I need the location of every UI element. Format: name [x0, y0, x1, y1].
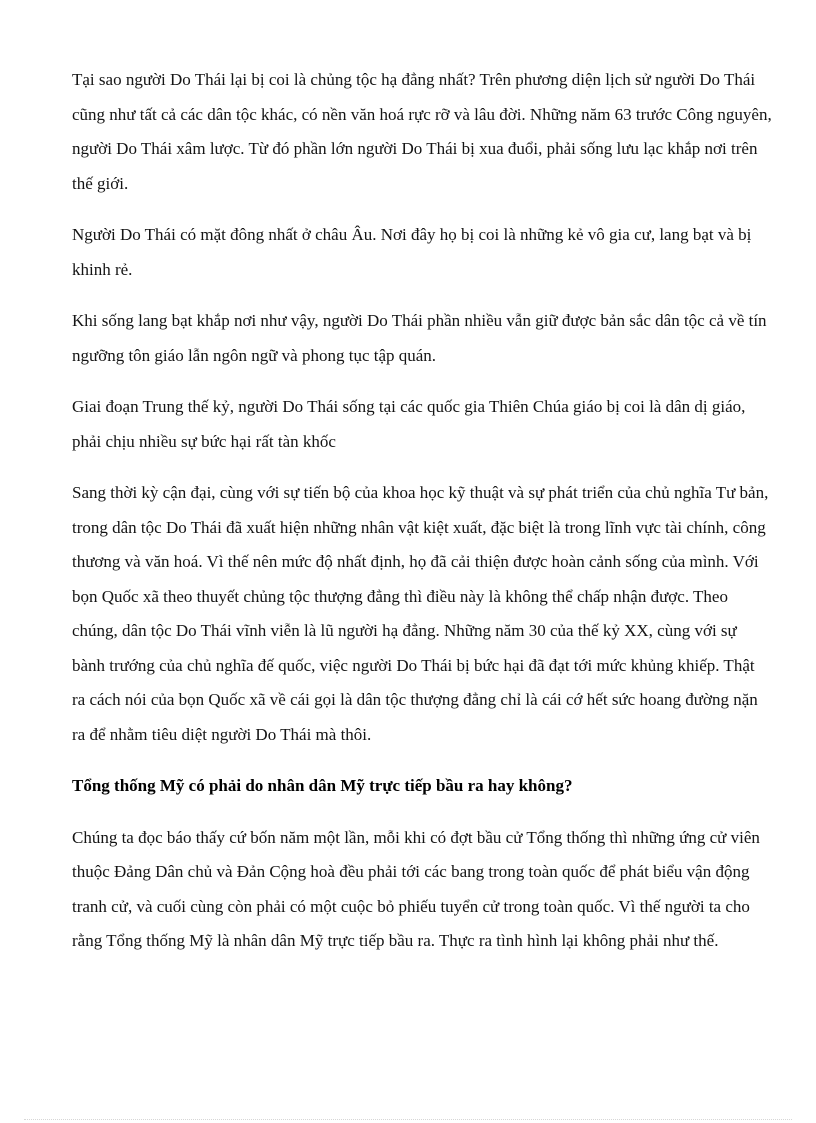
paragraph-modern-era: Sang thời kỳ cận đại, cùng với sự tiến bộ của khoa học kỹ thuật và sự phát triển của chủ nghĩa Tư bản, trong dân tộc Do Thái đã xuất hiện những nhân vật kiệt xuất, đặc biệt là trong lĩnh vực tài chính, công thương và văn hoá. Vì thế nên mức độ nhất định, họ đã cải thiện được hoàn cảnh sống của mình. Với bọn Quốc xã theo thuyết chủng tộc thượng đẳng thì điều này là không thể chấp nhận được. Theo chúng, dân tộc Do Thái vĩnh viễn là lũ người hạ đẳng. Những năm 30 của thế kỷ XX, cùng với sự bành trướng của chủ nghĩa đế quốc, việc người Do Thái bị bức hại đã đạt tới mức khủng khiếp. Thật ra cách nói của bọn Quốc xã về cái gọi là dân tộc thượng đẳng chỉ là cái cớ hết sức hoang đường nặn ra để nhằm tiêu diệt người Do Thái mà thôi. [72, 483, 769, 744]
paragraph-us-election: Chúng ta đọc báo thấy cứ bốn năm một lần, mỗi khi có đợt bầu cử Tổng thống thì những ứng cử viên thuộc Đảng Dân chủ và Đản Cộng hoà đều phải tới các bang trong toàn quốc để phát biểu vận động tranh cử, và cuối cùng còn phải có một cuộc bỏ phiếu tuyển cử trong toàn quốc. Vì thế người ta cho rằng Tổng thống Mỹ là nhân dân Mỹ trực tiếp bầu ra. Thực ra tình hình lại không phải như thế. [72, 827, 760, 950]
page-bottom-divider [24, 1119, 792, 1120]
paragraph-jewish-inferiority-question: Tại sao người Do Thái lại bị coi là chủng tộc hạ đẳng nhất? Trên phương diện lịch sử người Do Thái cũng như tất cả các dân tộc khác, có nền văn hoá rực rỡ và lâu đời. Những năm 63 trước Công nguyên, người Do Thái xâm lược. Từ đó phần lớn người Do Thái bị xua đuổi, phải sống lưu lạc khắp nơi trên thế giới. [72, 70, 772, 193]
document-body [72, 63, 772, 976]
paragraph-cultural-identity: Khi sống lang bạt khắp nơi như vậy, người Do Thái phần nhiều vẫn giữ được bản sắc dân tộc cả về tín ngưỡng tôn giáo lẫn ngôn ngữ và phong tục tập quán. [72, 311, 767, 365]
paragraph-jews-in-europe: Người Do Thái có mặt đông nhất ở châu Âu. Nơi đây họ bị coi là những kẻ vô gia cư, lang bạt và bị khinh rẻ. [72, 225, 752, 279]
section-heading-us-president-election: Tổng thống Mỹ có phải do nhân dân Mỹ trực tiếp bầu ra hay không? [72, 776, 573, 795]
paragraph-middle-ages: Giai đoạn Trung thế kỷ, người Do Thái sống tại các quốc gia Thiên Chúa giáo bị coi là dân dị giáo, phải chịu nhiều sự bức hại rất tàn khốc [72, 397, 746, 451]
